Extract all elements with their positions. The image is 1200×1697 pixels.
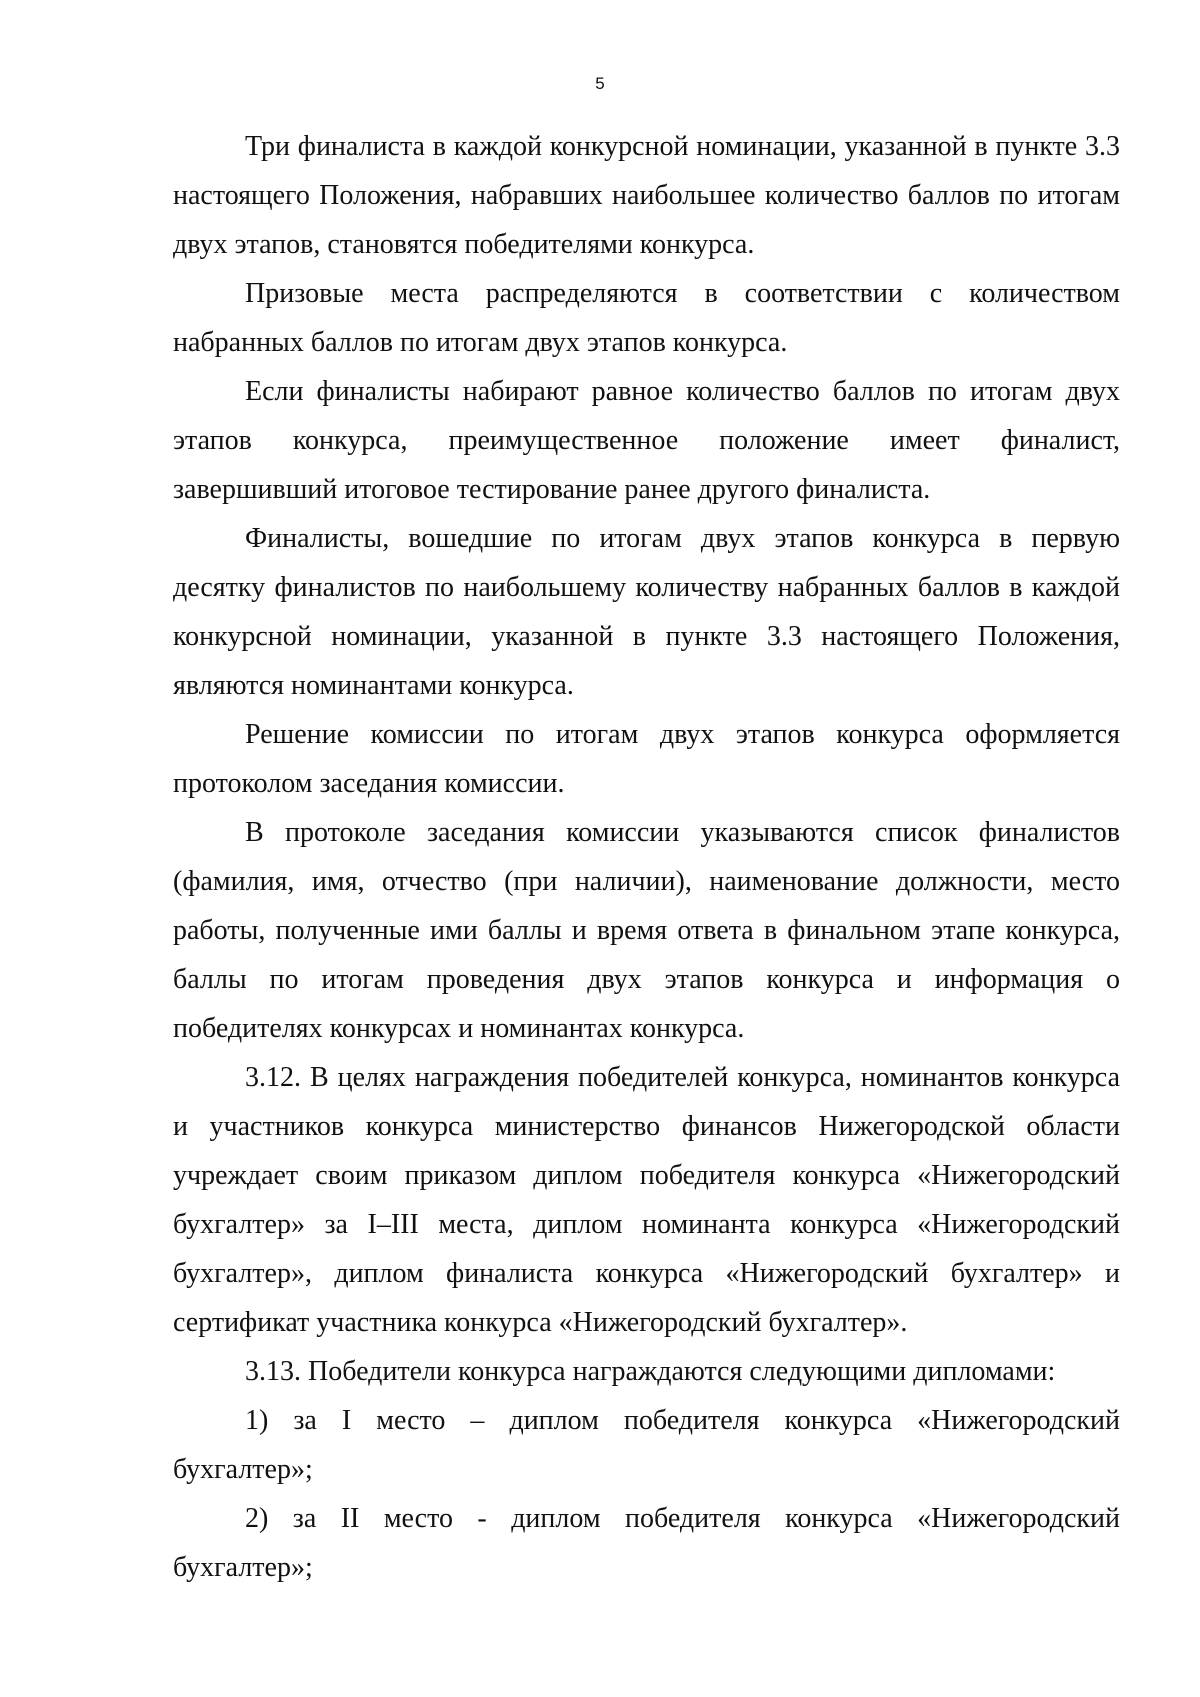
list-item-first-place: 1) за I место – диплом победителя конкурса «Нижегородский бухгалтер»; xyxy=(173,1405,1120,1485)
paragraph-finalists-winners: Три финалиста в каждой конкурсной номинации, указанной в пункте 3.3 настоящего Положения, набравших наибольшее количество баллов по итогам двух этапов, становятся победителями конкурса. xyxy=(173,131,1120,260)
paragraph-prize-places: Призовые места распределяются в соответствии с количеством набранных баллов по итогам двух этапов конкурса. xyxy=(173,278,1120,358)
paragraph-equal-scores: Если финалисты набирают равное количество баллов по итогам двух этапов конкурса, преимущественное положение имеет финалист, завершивший итоговое тестирование ранее другого финалиста. xyxy=(173,376,1120,505)
paragraph-commission-decision: Решение комиссии по итогам двух этапов конкурса оформляется протоколом заседания комиссии. xyxy=(173,719,1120,799)
paragraph-nominees: Финалисты, вошедшие по итогам двух этапов конкурса в первую десятку финалистов по наибольшему количеству набранных баллов в каждой конкурсной номинации, указанной в пункте 3.3 настоящего Положения, являются номинантами конкурса. xyxy=(173,523,1120,701)
document-body xyxy=(173,122,1120,1592)
paragraph-3-13-diplomas: 3.13. Победители конкурса награждаются следующими дипломами: xyxy=(245,1356,1056,1387)
page-number: 5 xyxy=(595,74,605,93)
list-item-second-place: 2) за II место - диплом победителя конкурса «Нижегородский бухгалтер»; xyxy=(173,1503,1120,1583)
paragraph-protocol-contents: В протоколе заседания комиссии указываются список финалистов (фамилия, имя, отчество (при наличии), наименование должности, место работы, полученные ими баллы и время ответа в финальном этапе конкурса, баллы по итогам проведения двух этапов конкурса и информация о победителях конкурсах и номинантах конкурса. xyxy=(173,817,1120,1044)
paragraph-3-12-awards: 3.12. В целях награждения победителей конкурса, номинантов конкурса и участников конкурса министерство финансов Нижегородской области учреждает своим приказом диплом победителя конкурса «Нижегородский бухгалтер» за I–III места, диплом номинанта конкурса «Нижегородский бухгалтер», диплом финалиста конкурса «Нижегородский бухгалтер» и сертификат участника конкурса «Нижегородский бухгалтер». xyxy=(173,1062,1120,1338)
